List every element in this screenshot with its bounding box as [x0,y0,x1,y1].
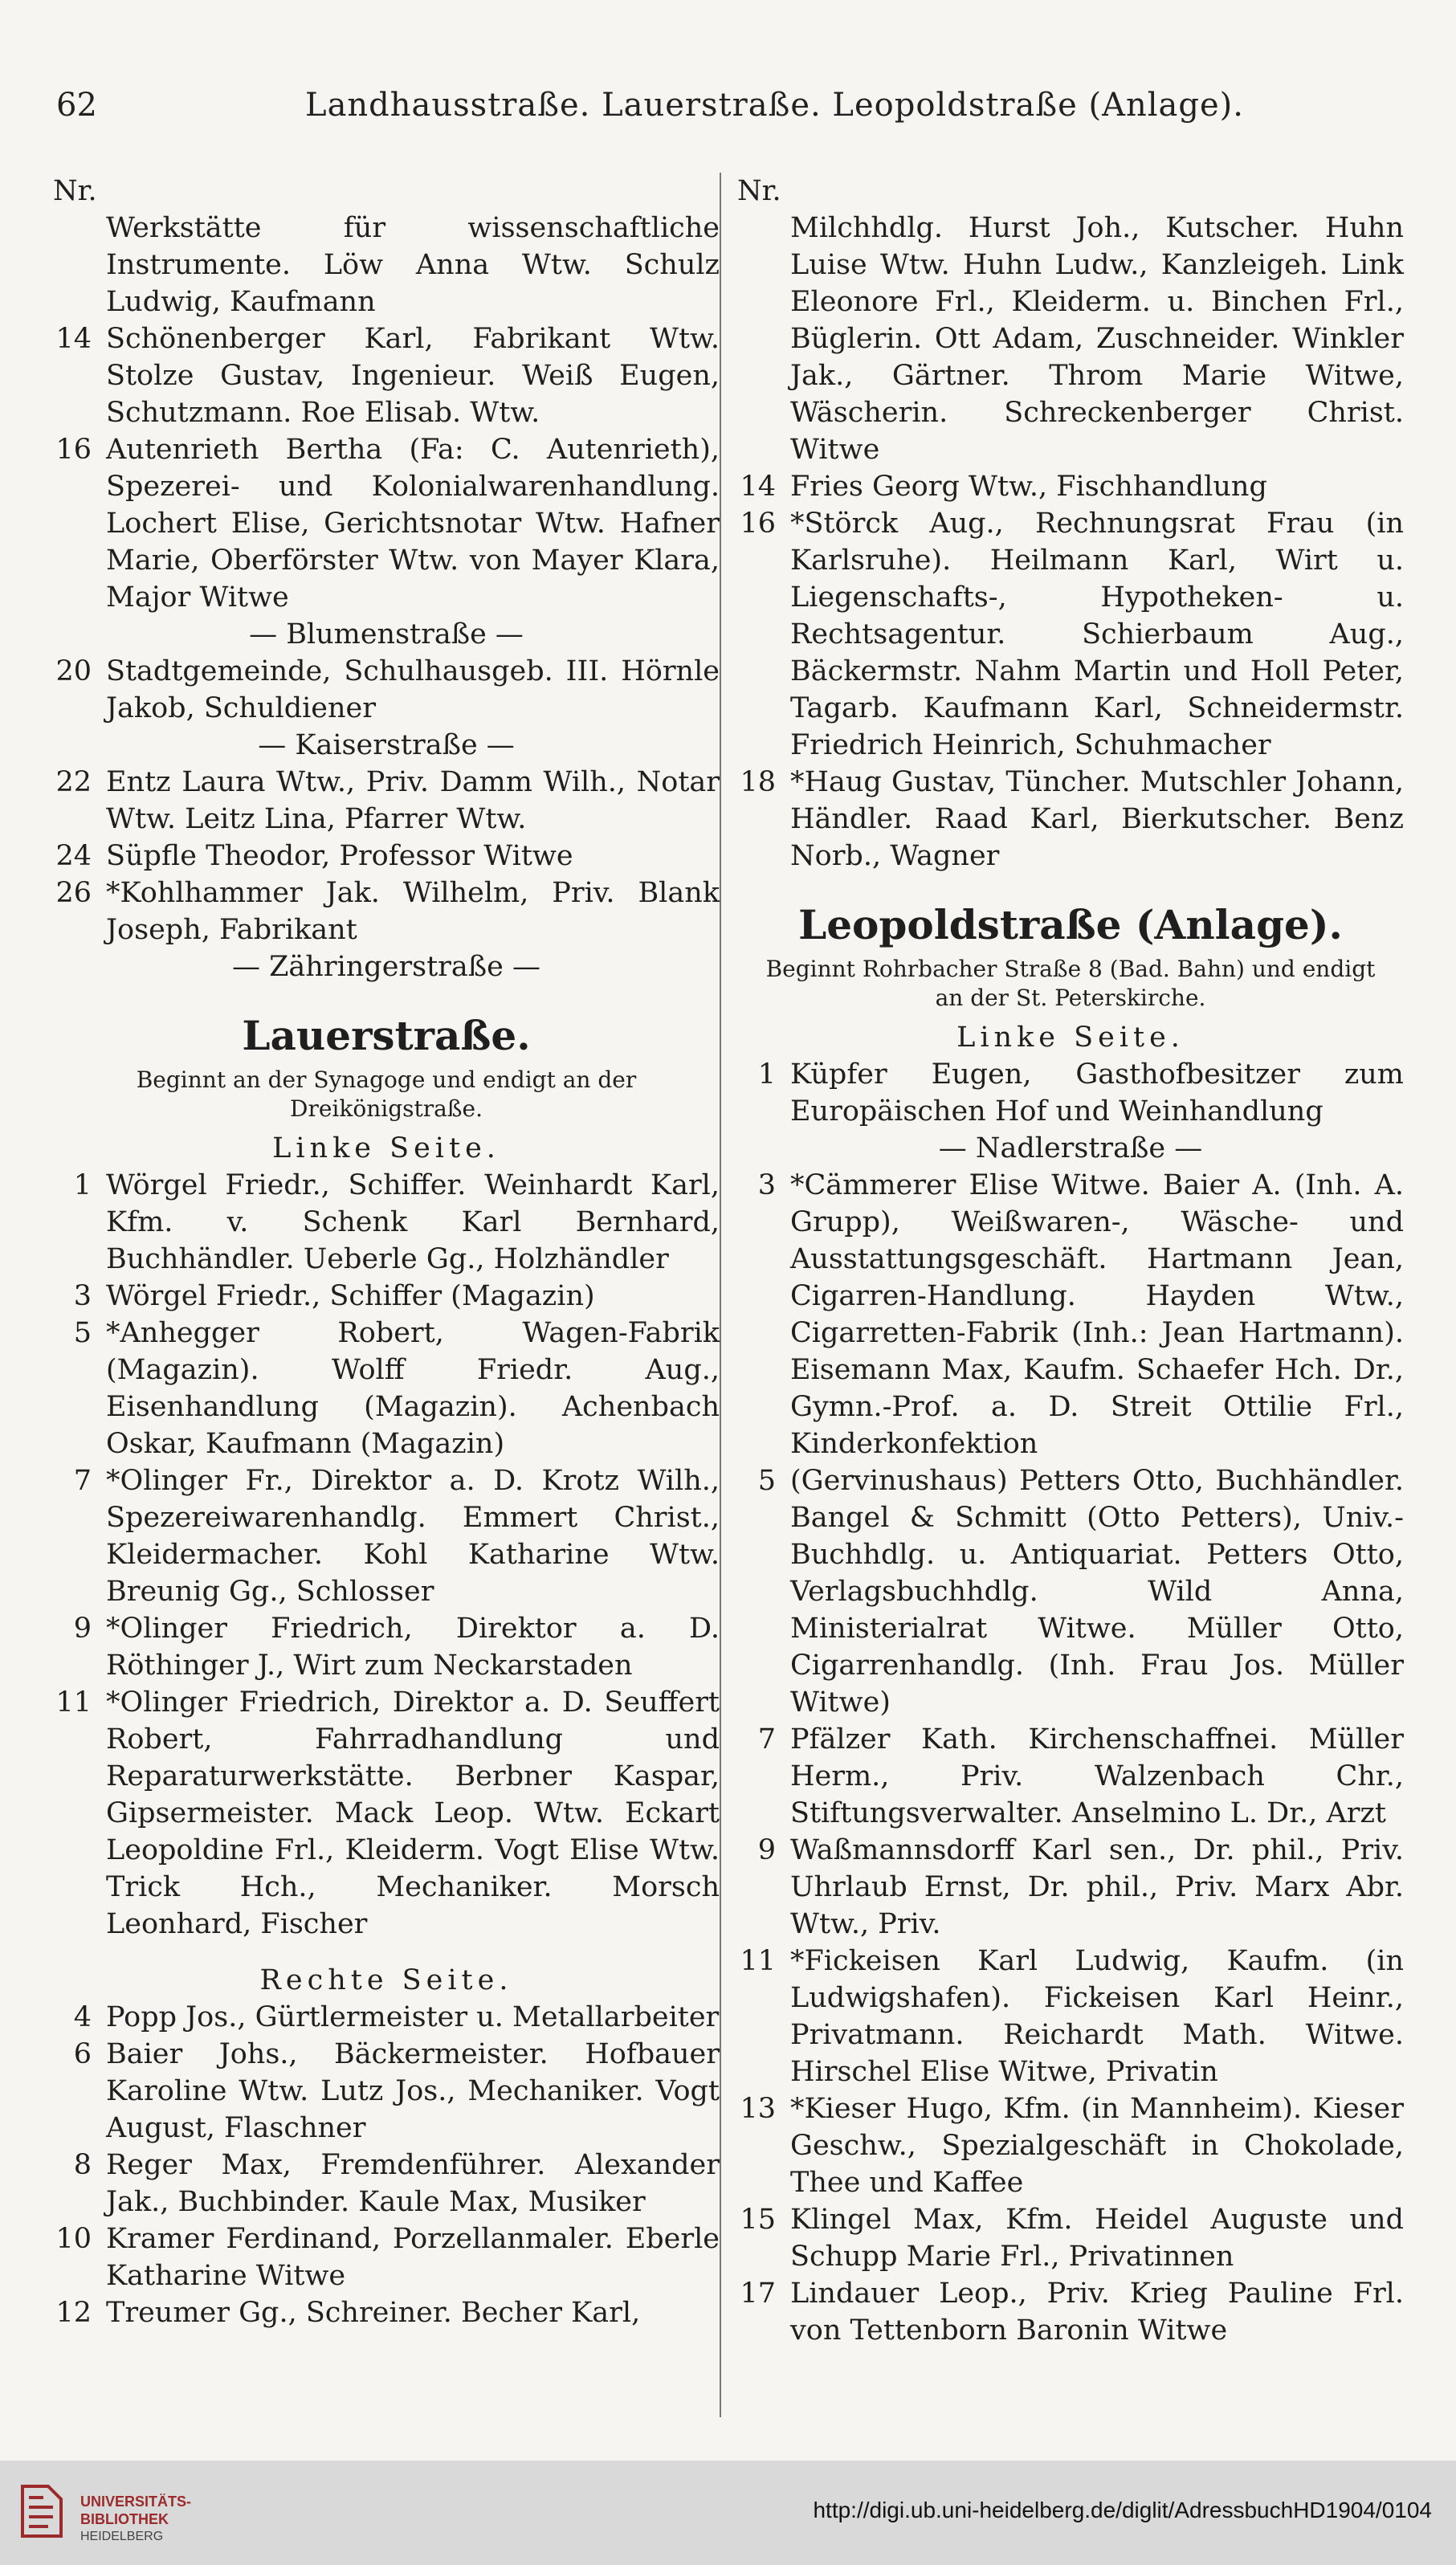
house-number: 7 [757,1723,776,1756]
house-number: 17 [740,2278,776,2310]
directory-entry [53,1999,720,2036]
directory-entry [737,1056,1404,1130]
directory-entry [53,1610,720,1684]
entry-text: Kramer Ferdinand, Porzellanmaler. Eberle Katharine Witwe [106,2223,720,2292]
entry-text: *Olinger Fr., Direktor a. D. Krotz Wilh., Spezereiwarenhandlg. Emmert Christ., Kleidermacher. Kohl Katharine Wtw. Breunig Gg., Schlosser [106,1465,720,1608]
entry-text: *Kohlhammer Jak. Wilhelm, Priv. Blank Joseph, Fabrikant [106,877,720,946]
directory-entry [737,1943,1404,2090]
entry-text: *Olinger Friedrich, Direktor a. D. Seuffert Robert, Fahrradhandlung und Reparaturwerkstätte. Berbner Kaspar, Gipsermeister. Mack Leop. Wtw. Eckart Leopoldine Frl., Kleiderm. Vogt Elise Wtw. Trick Hch., Mechaniker. Morsch Leonhard, Fischer [106,1686,720,1940]
entry-group [53,1167,720,1943]
directory-entry [737,2275,1404,2349]
entry-text: Pfälzer Kath. Kirchenschaffnei. Müller Herm., Priv. Walzenbach Chr., Stiftungsverwalter. Anselmino L. Dr., Arzt [790,1723,1404,1829]
entry-text: (Gervinushaus) Petters Otto, Buchhändler. Bangel & Schmitt (Otto Petters), Univ.-Buchhdlg. u. Antiquariat. Petters Otto, Verlagsbuchhdlg. Wild Anna, Ministerialrat Witwe. Müller Otto, Cigarrenhandlg. (Inh. Frau Jos. Müller Witwe) [790,1465,1404,1719]
directory-entry [737,505,1404,764]
column-divider [720,173,721,2417]
house-number: 9 [73,1613,92,1645]
house-number: 1 [73,1169,92,1201]
library-name [80,2493,191,2546]
entry-text: Küpfer Eugen, Gasthofbesitzer zum Europäischen Hof und Weinhandlung [790,1058,1404,1128]
entry-text: Lindauer Leop., Priv. Krieg Pauline Frl. von Tettenborn Baronin Witwe [790,2278,1404,2347]
directory-entry [53,653,720,727]
house-number: 24 [55,840,92,872]
source-url[interactable]: http://digi.ub.uni-heidelberg.de/diglit/AdressbuchHD1904/0104 [813,2498,1432,2522]
side-heading: Linke Seite. [272,1132,500,1164]
page-number: 62 [56,87,97,124]
house-number: 20 [55,655,92,687]
house-number: 14 [740,471,776,503]
entry-text: *Olinger Friedrich, Direktor a. D. Röthinger J., Wirt zum Neckarstaden [106,1613,720,1682]
house-number: 10 [55,2223,92,2255]
house-number: 5 [73,1317,92,1349]
entry-text: *Störck Aug., Rechnungsrat Frau (in Karlsruhe). Heilmann Karl, Wirt u. Liegenschafts-, Hypotheken- u. Rechtsagentur. Schierbaum Aug., Bäckermstr. Nahm Martin und Holl Peter, Tagarb. Kaufmann Karl, Schneidermstr. Friedrich Heinrich, Schuhmacher [790,508,1404,761]
house-number: 3 [73,1280,92,1312]
side-heading: Linke Seite. [956,1022,1185,1054]
cross-street: — Zähringerstraße — [231,951,540,983]
page-header [56,80,1405,137]
entry-text: Wörgel Friedr., Schiffer. Weinhardt Karl, Kfm. v. Schenk Karl Bernhard, Buchhändler. Ueberle Gg., Holzhändler [106,1169,720,1275]
directory-entry [53,838,720,875]
entry-group [53,210,720,616]
directory-entry [737,2201,1404,2275]
directory-entry [53,1167,720,1278]
right-column [737,173,1404,2349]
house-number: 15 [740,2204,776,2236]
directory-entry [737,1167,1404,1462]
library-name-line: HEIDELBERG [80,2530,164,2543]
entry-text: Milchhdlg. Hurst Joh., Kutscher. Huhn Luise Wtw. Huhn Ludw., Kanzleigeh. Link Eleonore Frl., Kleiderm. u. Binchen Frl., Büglerin. Ott Adam, Zuschneider. Winkler Jak., Gärtner. Throm Marie Witwe, Wäscherin. Schreckenberger Christ. Witwe [790,212,1404,466]
entry-text: *Haug Gustav, Tüncher. Mutschler Johann, Händler. Raad Karl, Bierkutscher. Benz Norb., Wagner [790,766,1404,872]
directory-entry [737,468,1404,505]
entry-text: Klingel Max, Kfm. Heidel Auguste und Schupp Marie Frl., Privatinnen [790,2204,1404,2273]
entry-text: Reger Max, Fremdenführer. Alexander Jak., Buchbinder. Kaule Max, Musiker [106,2149,720,2218]
directory-entry [737,764,1404,875]
library-name-line: UNIVERSITÄTS- [80,2494,192,2510]
directory-entry [737,1832,1404,1943]
house-number: 3 [757,1169,776,1201]
house-number: 6 [73,2038,92,2070]
entry-group [737,1167,1404,2349]
entry-text: Autenrieth Bertha (Fa: C. Autenrieth), Spezerei- und Kolonialwarenhandlung. Lochert Elise, Gerichtsnotar Wtw. Hafner Marie, Oberförster Wtw. von Mayer Klara, Major Witwe [106,434,720,614]
house-number: 22 [55,766,92,798]
entry-text: Treumer Gg., Schreiner. Becher Karl, [106,2297,641,2329]
directory-entry [737,1721,1404,1832]
directory-entry [53,320,720,431]
directory-entry [53,764,720,838]
directory-entry [53,2147,720,2220]
entry-text: Schönenberger Karl, Fabrikant Wtw. Stolze Gustav, Ingenieur. Weiß Eugen, Schutzmann. Roe Elisab. Wtw. [106,323,720,429]
directory-entry [737,210,1404,468]
directory-entry [53,210,720,320]
entry-text: *Cämmerer Elise Witwe. Baier A. (Inh. A. Grupp), Weißwaren-, Wäsche- und Ausstattungsgeschäft. Hartmann Jean, Cigarren-Handlung. Hayden Wtw., Cigarretten-Fabrik (Inh.: Jean Hartmann). Eisemann Max, Kaufm. Schaefer Hch. Dr., Gymn.-Prof. a. D. Streit Ottilie Frl., Kinderkonfektion [790,1169,1404,1460]
directory-entry [53,1462,720,1610]
entry-text: Waßmannsdorff Karl sen., Dr. phil., Priv. Uhrlaub Ernst, Dr. phil., Priv. Marx Abr. Wtw., Priv. [790,1834,1404,1940]
house-number: 5 [757,1465,776,1497]
entry-text: Wörgel Friedr., Schiffer (Magazin) [106,1280,595,1312]
entry-text: Entz Laura Wtw., Priv. Damm Wilh., Notar Wtw. Leitz Lina, Pfarrer Wtw. [106,766,720,835]
entry-group [737,210,1404,875]
directory-entry [53,431,720,616]
house-number: 4 [73,2001,92,2033]
house-number: 11 [55,1686,92,1719]
directory-entry [737,2090,1404,2201]
entry-text: Süpfle Theodor, Professor Witwe [106,840,573,872]
footer-bar [0,2461,1456,2565]
directory-entry [53,1315,720,1462]
entry-text: Popp Jos., Gürtlermeister u. Metallarbeiter [106,2001,720,2033]
street-description: Beginnt Rohrbacher Straße 8 (Bad. Bahn) und endigt an der St. Peterskirche. [765,956,1376,1011]
cross-street: — Blumenstraße — [249,618,524,650]
entry-group [53,764,720,948]
entry-text: Stadtgemeinde, Schulhausgeb. III. Hörnle Jakob, Schuldiener [106,655,720,724]
cross-street: — Nadlerstraße — [938,1132,1203,1164]
left-column [53,173,720,2331]
house-number: 16 [740,508,776,540]
entry-text: Baier Johs., Bäckermeister. Hofbauer Karoline Wtw. Lutz Jos., Mechaniker. Vogt August, Flaschner [106,2038,720,2144]
entry-group [737,1056,1404,1130]
house-number: 16 [55,434,92,466]
running-title: Landhausstraße. Lauerstraße. Leopoldstraße (Anlage). [305,87,1244,124]
directory-entry [737,1462,1404,1721]
library-logo-icon [16,2481,67,2541]
street-description: Beginnt an der Synagoge und endigt an der Dreikönigstraße. [136,1066,637,1122]
directory-entry [53,2294,720,2331]
house-number: 13 [740,2093,776,2125]
entry-text: Werkstätte für wissenschaftliche Instrumente. Löw Anna Wtw. Schulz Ludwig, Kaufmann [106,212,720,318]
entry-text: *Fickeisen Karl Ludwig, Kaufm. (in Ludwigshafen). Fickeisen Karl Heinr., Privatmann. Reichardt Math. Witwe. Hirschel Elise Witwe, Privatin [790,1945,1404,2088]
entry-text: *Kieser Hugo, Kfm. (in Mannheim). Kieser Geschw., Spezialgeschäft in Chokolade, Thee und Kaffee [790,2093,1404,2199]
entry-group [53,653,720,727]
house-number: 26 [55,877,92,909]
entry-text: Fries Georg Wtw., Fischhandlung [790,471,1267,503]
directory-entry [53,1278,720,1315]
house-number: 7 [73,1465,92,1497]
nr-label: Nr. [53,175,97,207]
house-number: 8 [73,2149,92,2181]
entry-group [53,1999,720,2331]
house-number: 11 [740,1945,776,1977]
library-name-line: BIBLIOTHEK [80,2511,169,2527]
cross-street: — Kaiserstraße — [258,729,515,761]
directory-entry [53,2220,720,2294]
directory-entry [53,875,720,948]
entry-text: *Anhegger Robert, Wagen-Fabrik (Magazin). Wolff Friedr. Aug., Eisenhandlung (Magazin). Achenbach Oskar, Kaufmann (Magazin) [106,1317,720,1460]
street-title: Lauerstraße. [242,1012,531,1059]
house-number: 12 [55,2297,92,2329]
nr-label: Nr. [737,175,781,207]
street-title: Leopoldstraße (Anlage). [798,901,1343,948]
house-number: 1 [757,1058,776,1091]
side-heading: Rechte Seite. [259,1964,513,1996]
house-number: 14 [55,323,92,355]
house-number: 18 [740,766,776,798]
directory-entry [53,2036,720,2147]
house-number: 9 [757,1834,776,1866]
directory-entry [53,1684,720,1943]
